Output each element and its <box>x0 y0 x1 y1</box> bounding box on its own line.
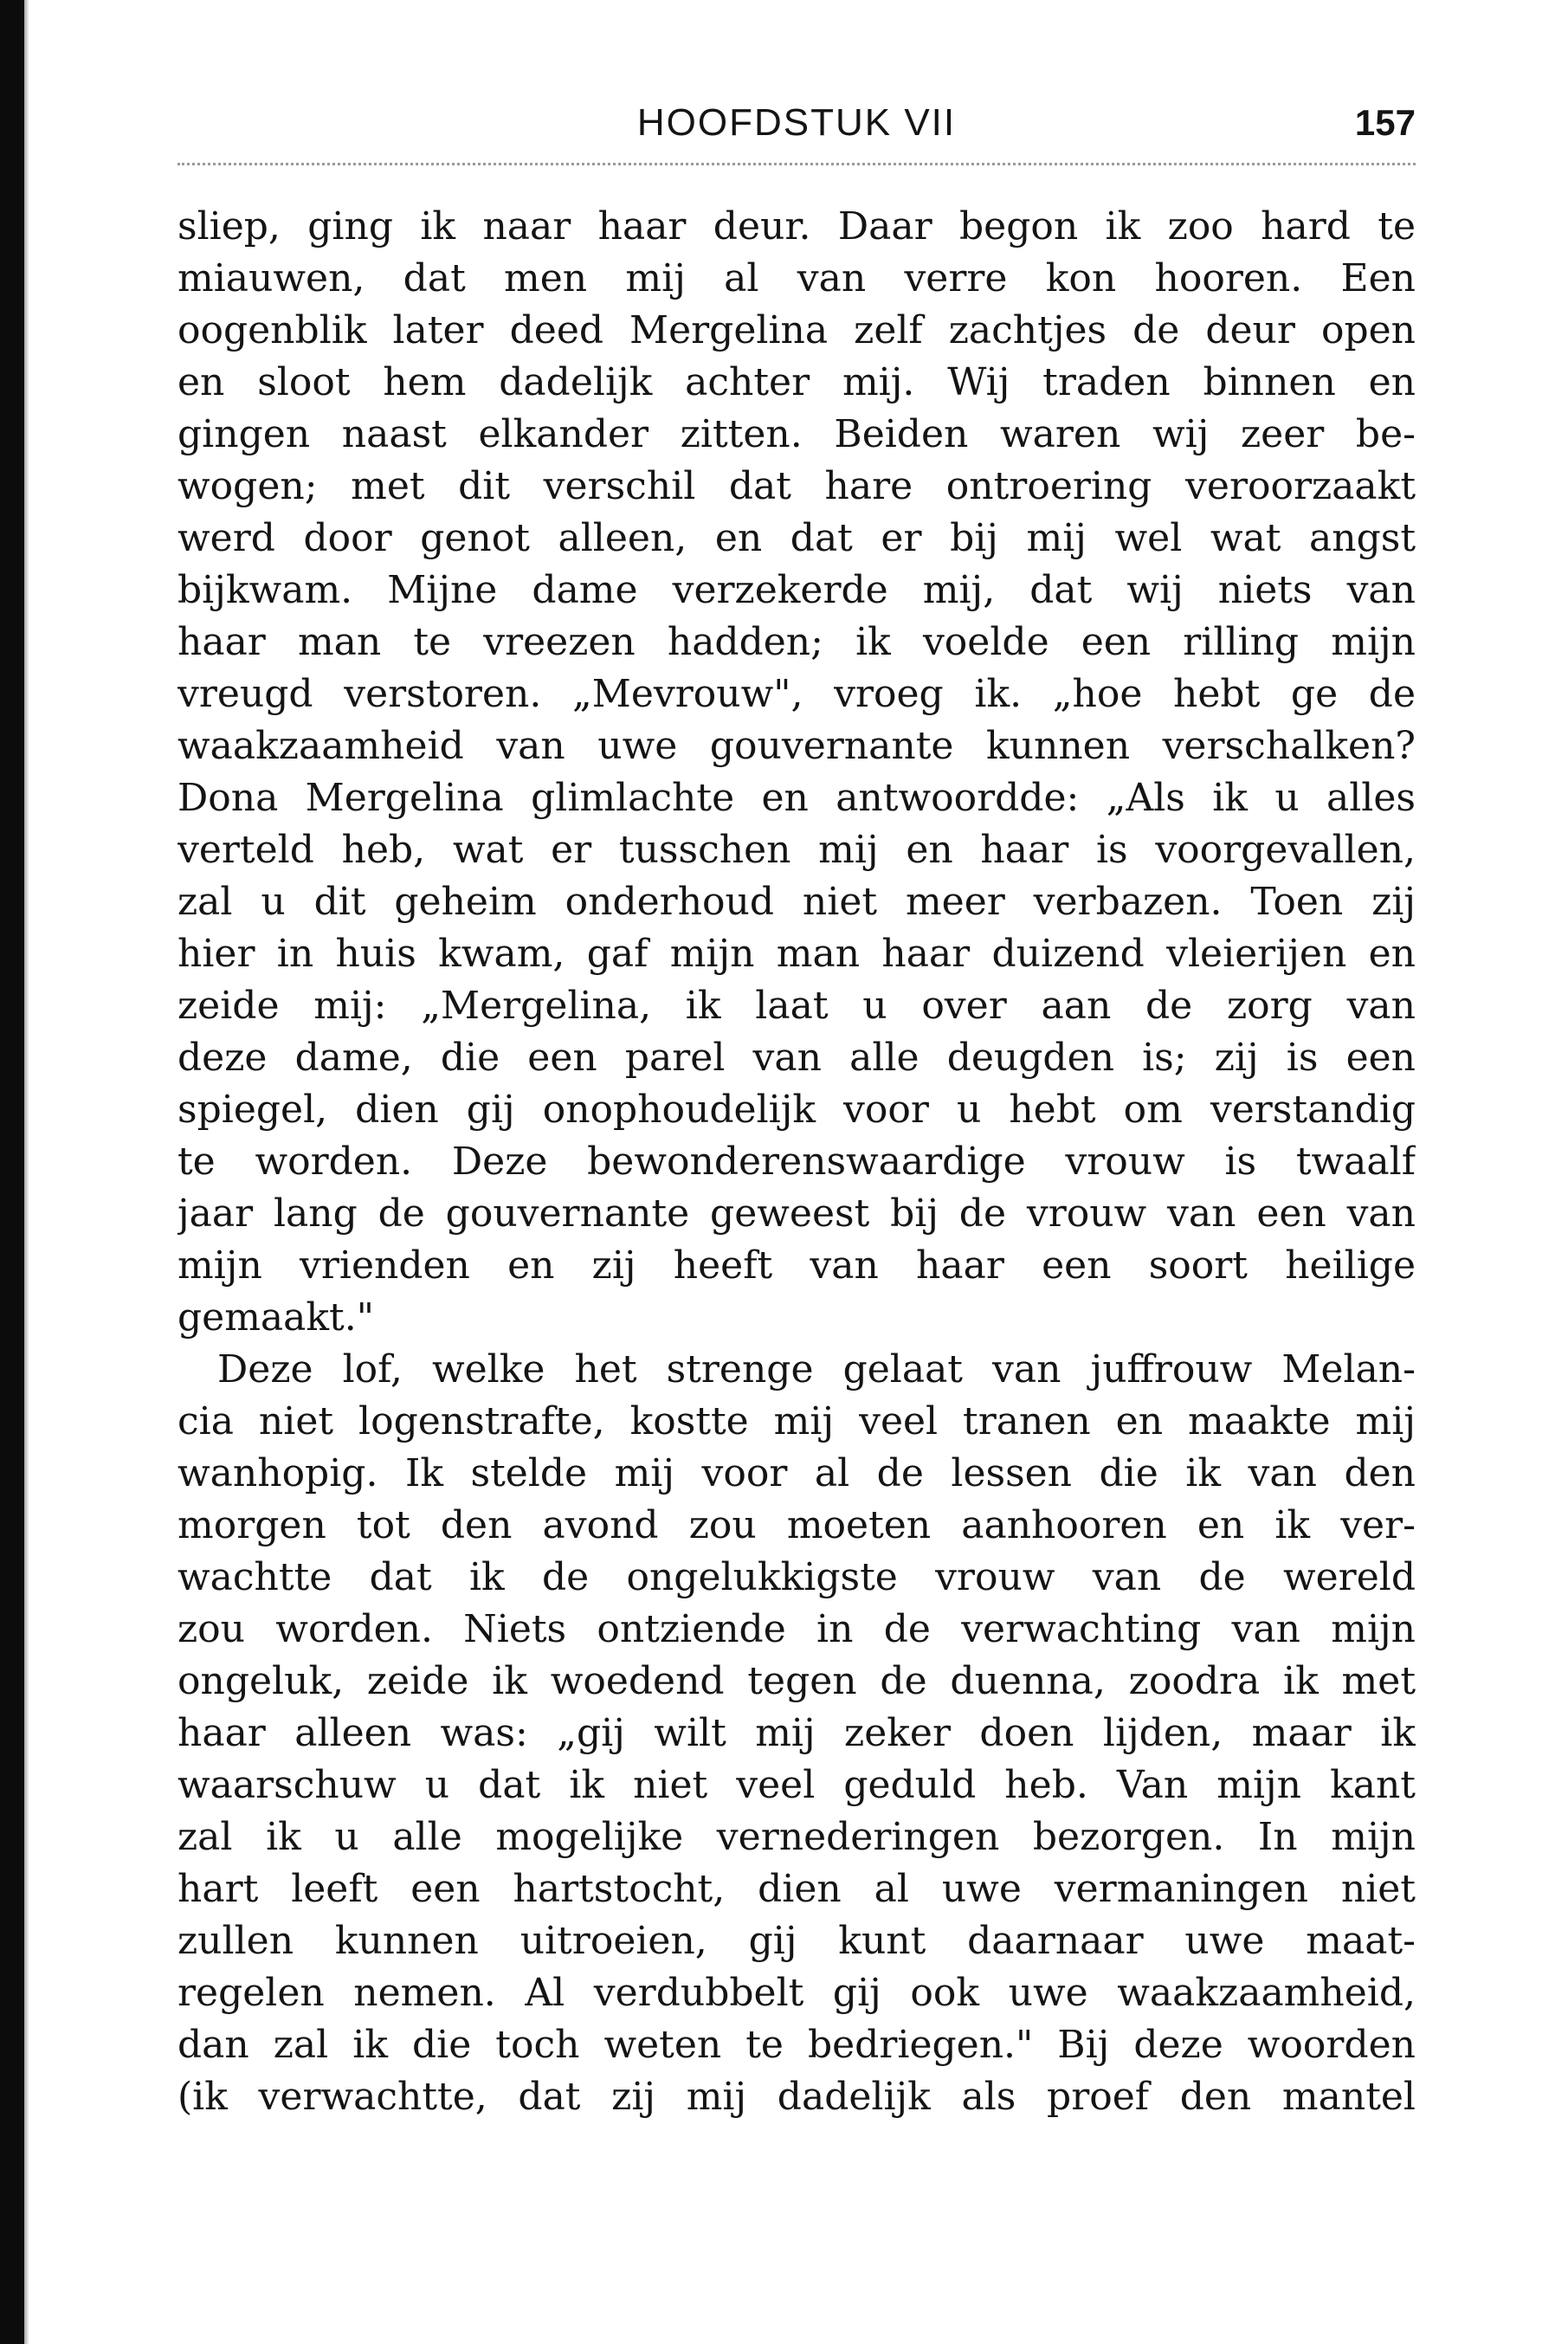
text-line: Dona Mergelina glimlachte en antwoordde: „Als ik u alles <box>177 776 1416 820</box>
running-title: HOOFDSTUK VII <box>636 101 957 144</box>
page-header <box>177 97 1416 158</box>
text-line: wanhopig. Ik stelde mij voor al de lessen die ik van den <box>177 1451 1416 1495</box>
text-line: dan zal ik die toch weten te bedriegen." Bij deze woorden <box>177 2023 1416 2067</box>
text-line: zou worden. Niets ontziende in de verwachting van mijn <box>177 1607 1416 1651</box>
text-line: miauwen, dat men mij al van verre kon hooren. Een <box>177 256 1416 300</box>
text-line: bijkwam. Mijne dame verzekerde mij, dat wij niets van <box>177 568 1416 612</box>
text-line: verteld heb, wat er tusschen mij en haar is voorgevallen, <box>177 828 1416 872</box>
text-line: wogen; met dit verschil dat hare ontroering veroorzaakt <box>177 464 1416 508</box>
text-line: wachtte dat ik de ongelukkigste vrouw van de wereld <box>177 1555 1416 1599</box>
text-line: spiegel, dien gij onophoudelijk voor u hebt om verstandig <box>177 1088 1416 1132</box>
text-line: werd door genot alleen, en dat er bij mij wel wat angst <box>177 516 1416 560</box>
text-line: haar man te vreezen hadden; ik voelde een rilling mijn <box>177 620 1416 664</box>
header-rule <box>177 163 1416 165</box>
text-line: deze dame, die een parel van alle deugden is; zij is een <box>177 1036 1416 1080</box>
paragraph-start-line: Deze lof, welke het strenge gelaat van juffrouw Melan- <box>217 1347 1416 1392</box>
text-line: waakzaamheid van uwe gouvernante kunnen verschalken? <box>177 724 1416 768</box>
paragraph-end-line: gemaakt." <box>177 1295 374 1340</box>
text-line: regelen nemen. Al verdubbelt gij ook uwe waakzaamheid, <box>177 1971 1416 2015</box>
text-line: zal ik u alle mogelijke vernederingen bezorgen. In mijn <box>177 1815 1416 1859</box>
text-line: morgen tot den avond zou moeten aanhooren en ik ver- <box>177 1503 1416 1547</box>
text-line: zal u dit geheim onderhoud niet meer verbazen. Toen zij <box>177 880 1416 924</box>
page-binding-edge <box>0 0 24 2344</box>
text-line: sliep, ging ik naar haar deur. Daar begon ik zoo hard te <box>177 204 1416 249</box>
text-line: en sloot hem dadelijk achter mij. Wij traden binnen en <box>177 360 1416 404</box>
text-line: (ik verwachtte, dat zij mij dadelijk als proef den mantel <box>177 2075 1416 2119</box>
text-line: haar alleen was: „gij wilt mij zeker doen lijden, maar ik <box>177 1711 1416 1755</box>
page-number: 157 <box>1354 102 1416 143</box>
text-line: ongeluk, zeide ik woedend tegen de duenna, zoodra ik met <box>177 1659 1416 1703</box>
text-line: oogenblik later deed Mergelina zelf zachtjes de deur open <box>177 308 1416 352</box>
text-line: mijn vrienden en zij heeft van haar een soort heilige <box>177 1243 1416 1288</box>
text-line: te worden. Deze bewonderenswaardige vrouw is twaalf <box>177 1140 1416 1184</box>
text-line: zullen kunnen uitroeien, gij kunt daarnaar uwe maat- <box>177 1919 1416 1963</box>
text-line: zeide mij: „Mergelina, ik laat u over aan de zorg van <box>177 984 1416 1028</box>
text-line: vreugd verstoren. „Mevrouw", vroeg ik. „hoe hebt ge de <box>177 672 1416 716</box>
text-line: hier in huis kwam, gaf mijn man haar duizend vleierijen en <box>177 932 1416 976</box>
text-line: cia niet logenstrafte, kostte mij veel tranen en maakte mij <box>177 1399 1416 1443</box>
text-line: jaar lang de gouvernante geweest bij de vrouw van een van <box>177 1191 1416 1236</box>
text-line: gingen naast elkander zitten. Beiden waren wij zeer be- <box>177 412 1416 456</box>
body-text <box>177 201 1416 2123</box>
text-line: waarschuw u dat ik niet veel geduld heb. Van mijn kant <box>177 1763 1416 1807</box>
text-line: hart leeft een hartstocht, dien al uwe vermaningen niet <box>177 1867 1416 1911</box>
